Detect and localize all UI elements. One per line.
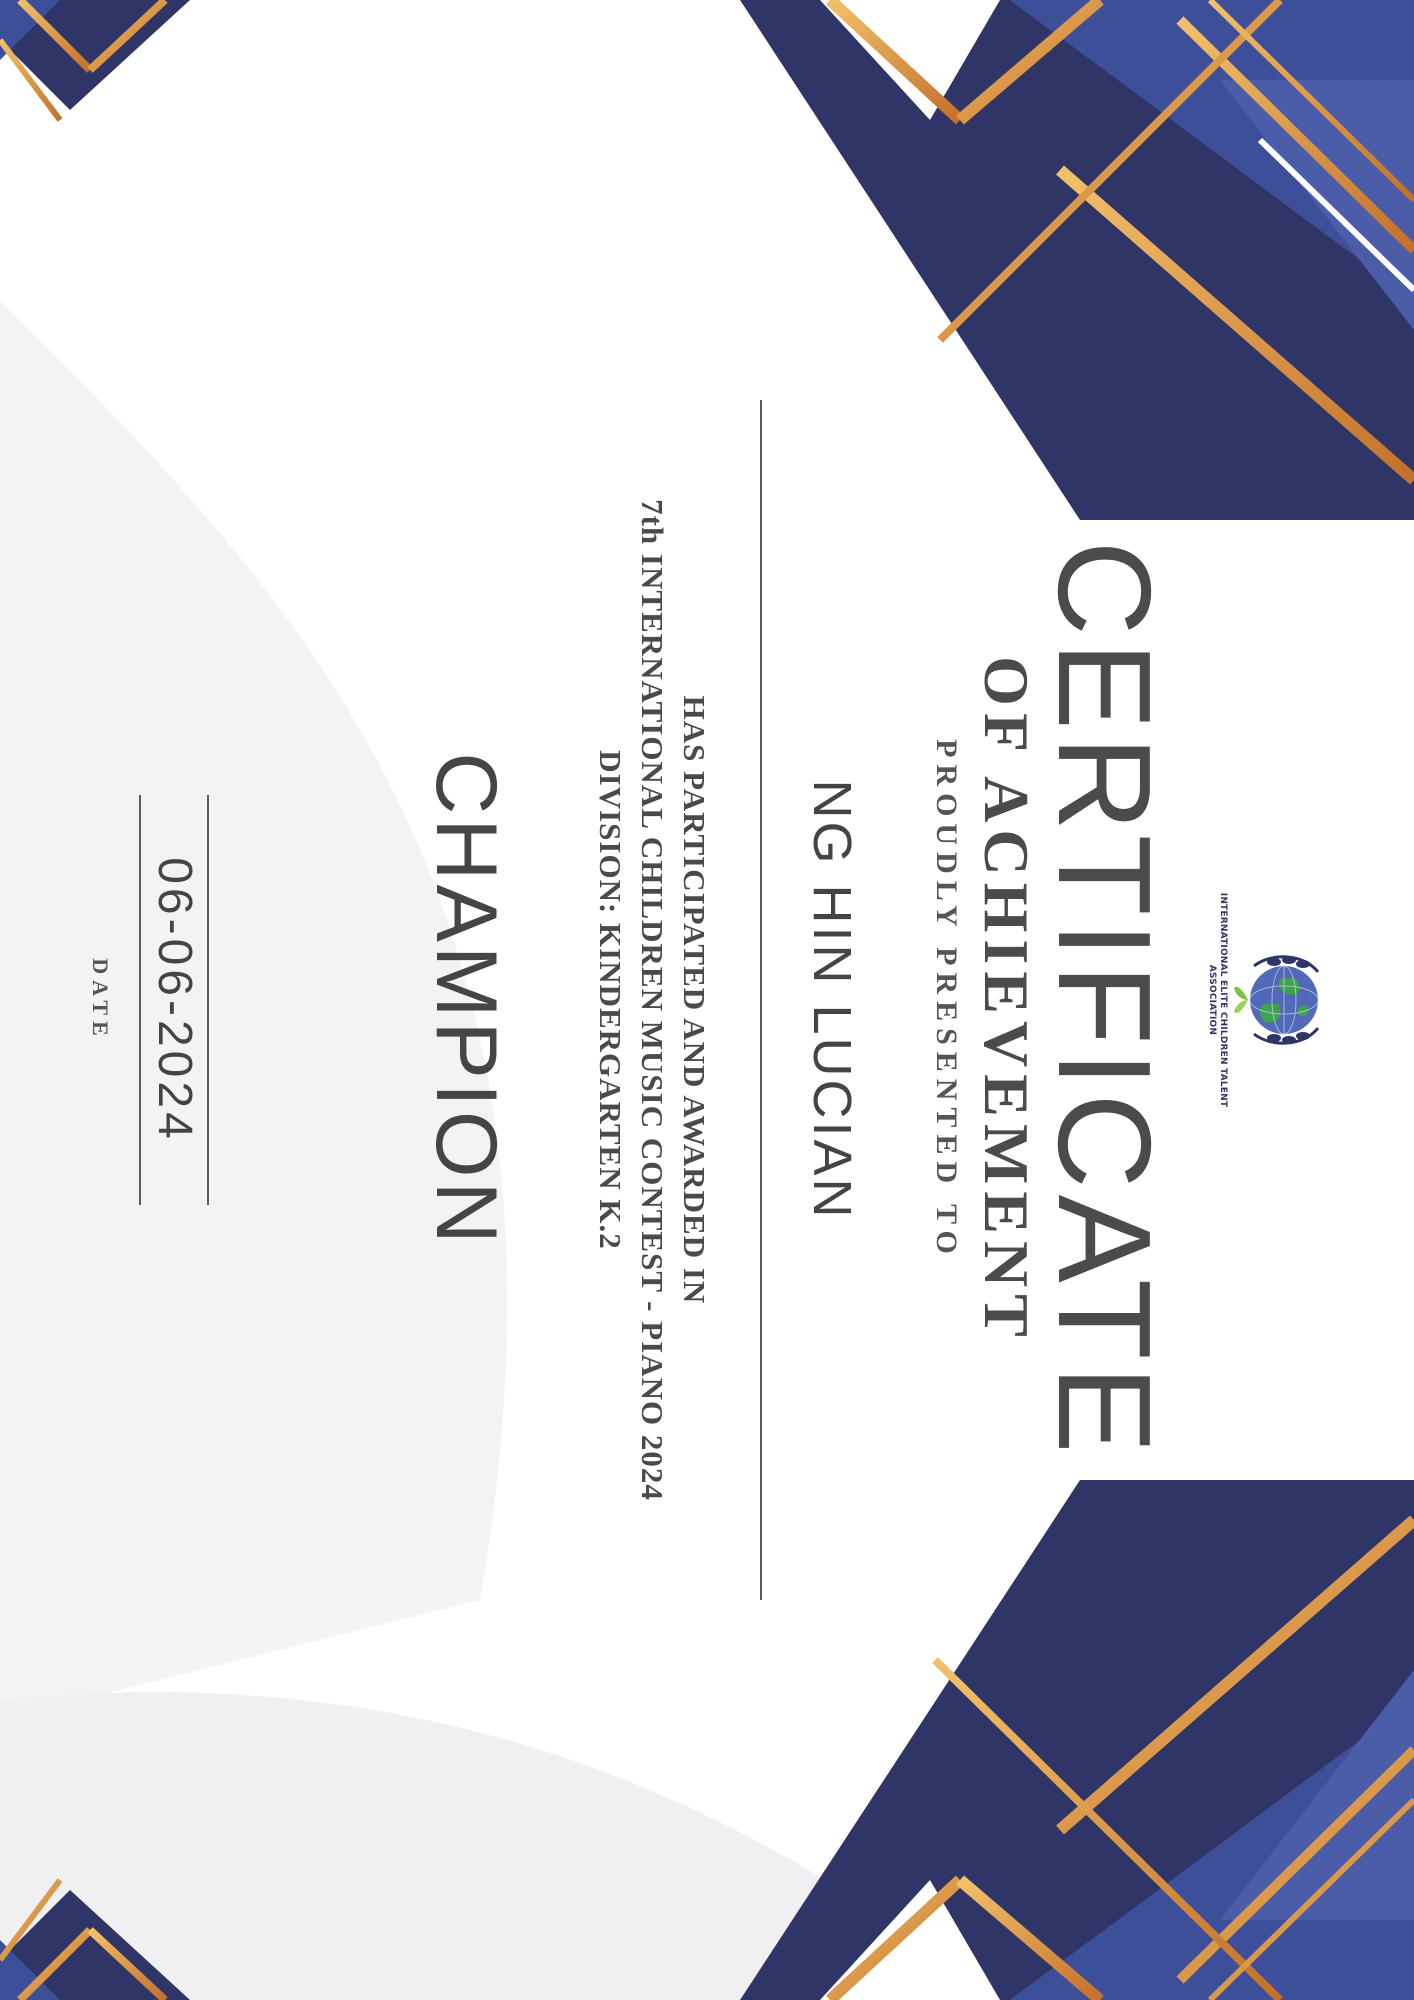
date-rule-top <box>207 795 209 1205</box>
certificate-subtitle: OF ACHIEVEMENT <box>971 656 1042 1344</box>
organization-name: INTERNATIONAL ELITE CHILDREN TALENT ASSOCIATION <box>1207 892 1228 1108</box>
date-rule-bottom <box>139 795 141 1205</box>
award-statement: HAS PARTICIPATED AND AWARDED IN <box>677 695 712 1305</box>
recipient-name: NG HIN LUCIAN <box>802 779 862 1221</box>
contest-name: 7th INTERNATIONAL CHILDREN MUSIC CONTEST - PIANO 2024 <box>635 499 670 1501</box>
date-value: 06-06-2024 <box>148 857 201 1143</box>
globe-logo-icon <box>1230 948 1334 1052</box>
certificate-title: CERTIFICATE <box>1031 540 1178 1460</box>
presented-to-label: PROUDLY PRESENTED TO <box>930 739 963 1261</box>
date-label: DATE <box>88 958 113 1042</box>
division: DIVISION: KINDERGARTEN K.2 <box>593 750 628 1250</box>
award-title: CHAMPION <box>418 752 514 1248</box>
name-underline <box>760 400 762 1600</box>
